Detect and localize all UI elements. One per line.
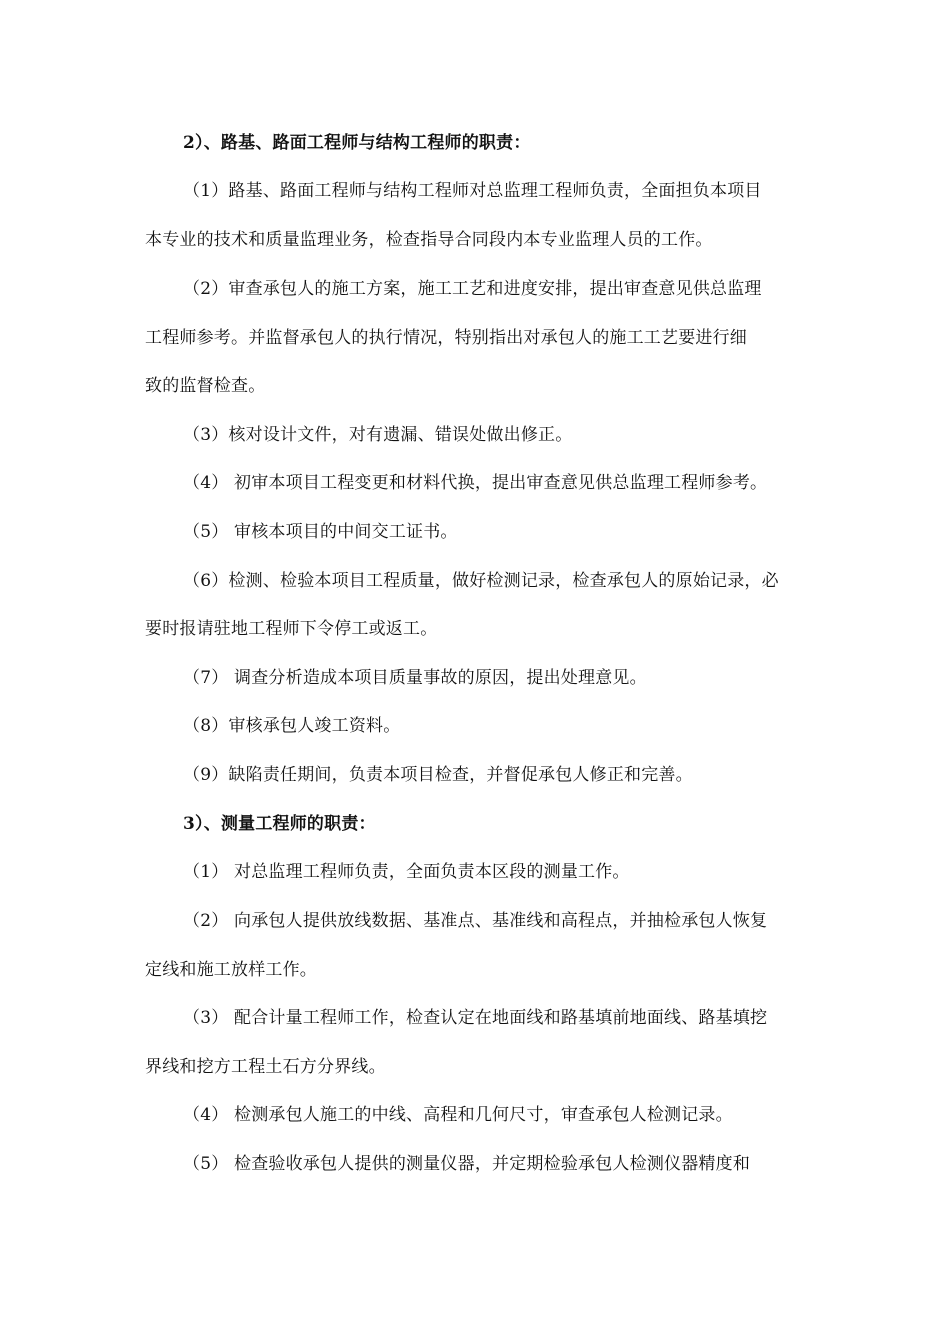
paragraph-6-line-2: 要时报请驻地工程师下令停工或返工。 xyxy=(145,619,438,639)
paragraph-10-line-1: （1） 对总监理工程师负责，全面负责本区段的测量工作。 xyxy=(183,862,630,882)
paragraph-3-line-1: （3）核对设计文件，对有遗漏、错误处做出修正。 xyxy=(183,425,573,445)
paragraph-2-line-1: （2）审查承包人的施工方案，施工工艺和进度安排，提出审查意见供总监理 xyxy=(183,279,762,299)
paragraph-5-line-1: （5） 审核本项目的中间交工证书。 xyxy=(183,522,458,542)
paragraph-12-line-1: （3） 配合计量工程师工作，检查认定在地面线和路基填前地面线、路基填挖 xyxy=(183,1008,768,1028)
paragraph-7-line-1: （7） 调查分析造成本项目质量事故的原因，提出处理意见。 xyxy=(183,668,647,688)
paragraph-9-line-1: （9）缺陷责任期间，负责本项目检查，并督促承包人修正和完善。 xyxy=(183,765,693,785)
paragraph-1-line-2: 本专业的技术和质量监理业务，检查指导合同段内本专业监理人员的工作。 xyxy=(145,230,713,250)
paragraph-13-line-1: （4） 检测承包人施工的中线、高程和几何尺寸，审查承包人检测记录。 xyxy=(183,1105,733,1125)
section-heading-2: 2）、路基、路面工程师与结构工程师的职责： xyxy=(183,133,531,153)
paragraph-14-line-1: （5） 检查验收承包人提供的测量仪器，并定期检验承包人检测仪器精度和 xyxy=(183,1154,751,1174)
paragraph-11-line-2: 定线和施工放样工作。 xyxy=(145,960,317,980)
paragraph-2-line-3: 致的监督检查。 xyxy=(145,376,266,396)
paragraph-1-line-1: （1）路基、路面工程师与结构工程师对总监理工程师负责，全面担负本项目 xyxy=(183,181,762,201)
paragraph-6-line-1: （6）检测、检验本项目工程质量，做好检测记录，检查承包人的原始记录，必 xyxy=(183,571,779,591)
section-heading-3: 3）、测量工程师的职责： xyxy=(183,814,376,834)
paragraph-4-line-1: （4） 初审本项目工程变更和材料代换，提出审查意见供总监理工程师参考。 xyxy=(183,473,768,493)
paragraph-12-line-2: 界线和挖方工程土石方分界线。 xyxy=(145,1057,386,1077)
paragraph-8-line-1: （8）审核承包人竣工资料。 xyxy=(183,716,401,736)
paragraph-2-line-2: 工程师参考。并监督承包人的执行情况，特别指出对承包人的施工工艺要进行细 xyxy=(145,328,747,348)
paragraph-11-line-1: （2） 向承包人提供放线数据、基准点、基准线和高程点，并抽检承包人恢复 xyxy=(183,911,768,931)
